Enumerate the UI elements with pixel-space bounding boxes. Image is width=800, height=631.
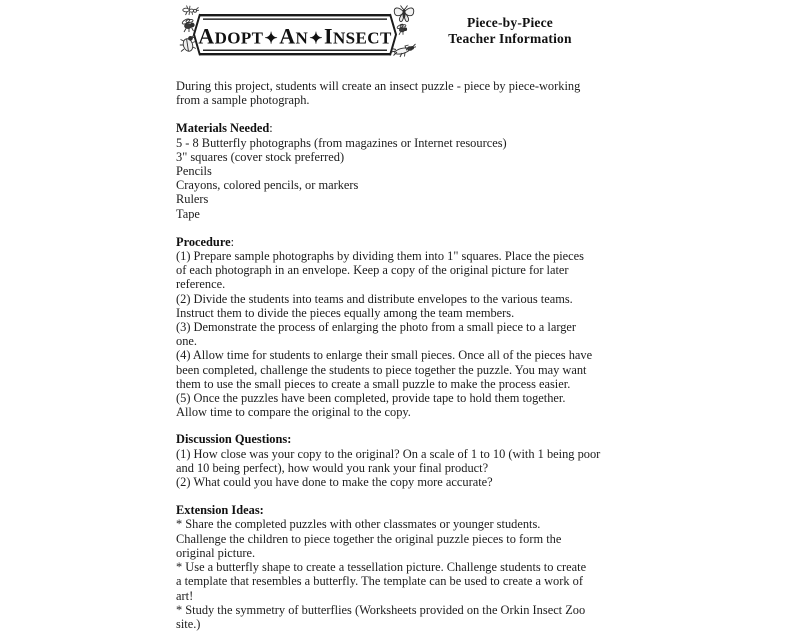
- procedure-heading-colon: :: [230, 234, 235, 249]
- materials-item: Crayons, colored pencils, or markers: [176, 178, 359, 193]
- discussion-line: (2) What could you have done to make the copy more accurate?: [176, 475, 493, 490]
- extension-line: * Study the symmetry of butterflies (Worksheets provided on the Orkin Insect Zoo: [176, 602, 586, 617]
- section-spacer: [176, 419, 604, 432]
- section-spacer: [176, 489, 604, 503]
- procedure-section: [176, 235, 604, 420]
- document-body: [176, 79, 604, 631]
- document-header: [176, 4, 600, 70]
- procedure-line: (1) Prepare sample photographs by dividing them into 1" squares. Place the pieces: [176, 249, 584, 264]
- small-fly-icon: [397, 23, 407, 34]
- procedure-line: Allow time to compare the original to the copy.: [176, 405, 411, 420]
- section-spacer: [176, 221, 604, 235]
- extension-line: * Share the completed puzzles with other classmates or younger students.: [176, 517, 541, 532]
- discussion-heading-colon: :: [287, 432, 292, 447]
- materials-heading-text: Materials Needed: [176, 121, 270, 136]
- moth-icon: [394, 6, 414, 22]
- fly-icon: [181, 18, 194, 32]
- section-spacer: [176, 107, 604, 121]
- extension-line: a template that resembles a butterfly. The template can be used to create a work of: [176, 574, 583, 589]
- discussion-heading-text: Discussion Questions: [176, 432, 288, 447]
- adopt-an-insect-banner-graphic: [176, 4, 416, 68]
- materials-heading-colon: :: [269, 121, 273, 136]
- procedure-line: one.: [176, 334, 197, 349]
- procedure-line: (2) Divide the students into teams and distribute envelopes to the various teams.: [176, 291, 573, 306]
- materials-section: [176, 121, 604, 220]
- mantis-icon: [391, 44, 416, 57]
- extension-line: art!: [176, 588, 194, 603]
- extension-line: Challenge the children to piece together the original puzzle pieces to form the: [176, 531, 562, 546]
- procedure-line: reference.: [176, 277, 226, 292]
- materials-item: 5 - 8 Butterfly photographs (from magazines or Internet resources): [176, 135, 507, 150]
- procedure-heading-text: Procedure: [176, 234, 231, 249]
- extension-heading: [176, 503, 604, 517]
- procedure-line: (3) Demonstrate the process of enlarging the photo from a small piece to a larger: [176, 320, 577, 335]
- page-title-line-1: Piece-by-Piece: [467, 15, 553, 30]
- page-title-line-2: Teacher Information: [448, 31, 572, 46]
- extension-line: site.): [176, 616, 201, 631]
- extension-line: original picture.: [176, 545, 256, 560]
- intro-line: During this project, students will create an insect puzzle - piece by piece-working: [176, 79, 581, 93]
- materials-item: 3" squares (cover stock preferred): [176, 149, 345, 164]
- procedure-line: (5) Once the puzzles have been completed, provide tape to hold them together.: [176, 391, 566, 406]
- procedure-heading: [176, 235, 604, 249]
- ant-icon: [183, 6, 199, 16]
- document-title: [416, 4, 600, 47]
- discussion-section: [176, 432, 604, 489]
- logo-wordmark: ADOPT✦AN✦INSECT: [198, 23, 392, 49]
- extension-heading-colon: :: [259, 503, 264, 518]
- materials-heading: [176, 121, 604, 135]
- discussion-line: and 10 being perfect), how would you rank your final product?: [176, 460, 489, 475]
- discussion-heading: [176, 432, 604, 446]
- materials-item: Rulers: [176, 192, 209, 207]
- adopt-an-insect-logo: [176, 4, 416, 68]
- extension-section: [176, 503, 604, 631]
- materials-item: Tape: [176, 206, 200, 221]
- intro-line: from a sample photograph.: [176, 93, 310, 108]
- extension-heading-text: Extension Ideas: [176, 503, 260, 518]
- intro-paragraph: [176, 79, 604, 107]
- materials-item: Pencils: [176, 164, 212, 179]
- discussion-line: (1) How close was your copy to the original? On a scale of 1 to 10 (with 1 being poor: [176, 446, 601, 461]
- beetle-icon: [180, 35, 196, 53]
- procedure-line: of each photograph in an envelope. Keep a copy of the original picture for later: [176, 263, 569, 278]
- procedure-line: them to use the small pieces to create a small puzzle to make the process easier.: [176, 376, 571, 391]
- procedure-line: Instruct them to divide the pieces equally among the team members.: [176, 305, 515, 320]
- procedure-line: been completed, challenge the students to piece together the puzzle. You may want: [176, 362, 587, 377]
- extension-line: * Use a butterfly shape to create a tessellation picture. Challenge students to create: [176, 560, 587, 575]
- procedure-line: (4) Allow time for students to enlarge their small pieces. Once all of the pieces have: [176, 348, 593, 363]
